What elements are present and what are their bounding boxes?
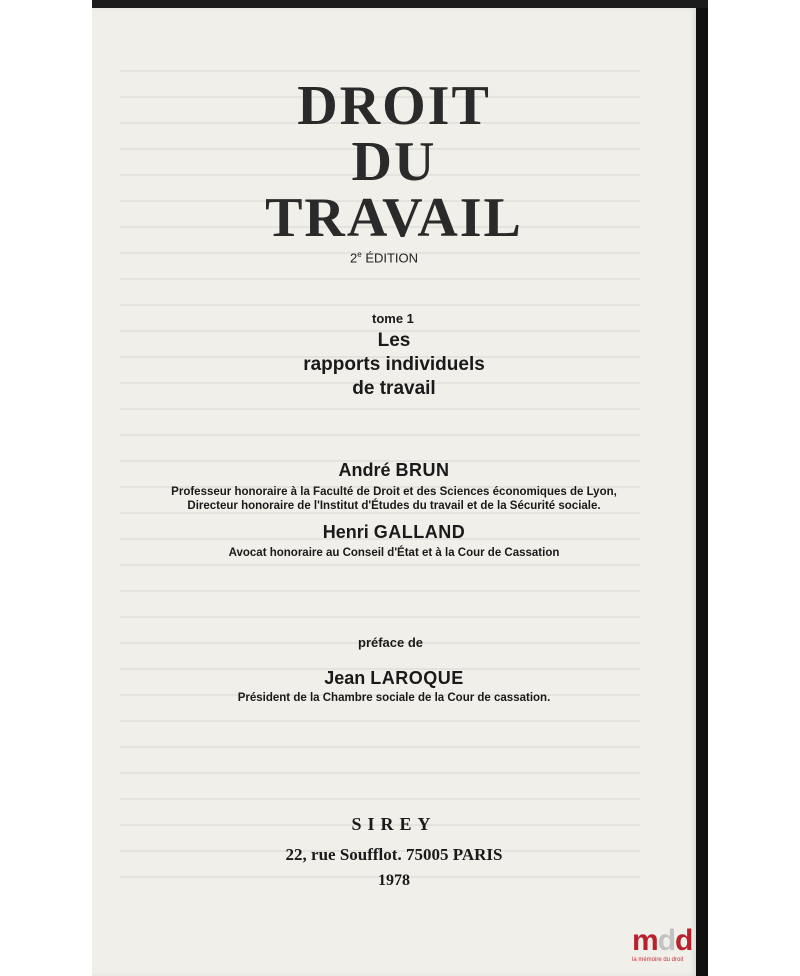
logo-mark: mdd xyxy=(632,924,693,957)
scan-right-edge xyxy=(696,8,708,976)
author-2-affiliation: Avocat honoraire au Conseil d'État et à la Cour de Cassation xyxy=(228,547,560,559)
author-2-first: Henri xyxy=(322,522,369,542)
subtitle-line-2: rapports individuels xyxy=(303,354,485,375)
author-1-affiliation-2: Directeur honoraire de l'Institut d'Études du travail et de la Sécurité sociale. xyxy=(187,500,601,512)
logo-tagline: la mémoire du droit xyxy=(632,957,684,963)
preface-label: préface de xyxy=(358,635,424,650)
subtitle-line-3: de travail xyxy=(352,378,436,399)
publisher-address: 22, rue Soufflot. 75005 PARIS xyxy=(285,845,503,864)
edition-suffix: e xyxy=(357,250,362,259)
title-line-2: DU xyxy=(351,131,437,193)
author-1-first: André xyxy=(338,460,391,480)
publication-year: 1978 xyxy=(378,872,410,889)
scan-top-edge xyxy=(92,0,708,8)
author-2-last: GALLAND xyxy=(373,522,466,542)
tome-label: tome 1 xyxy=(372,311,414,326)
edition-number: 2 xyxy=(350,250,358,266)
edition-label xyxy=(350,250,418,265)
title-line-1: DROIT xyxy=(297,75,491,137)
watermark-logo xyxy=(632,926,706,970)
preface-author-first: Jean xyxy=(324,668,366,688)
author-2-name xyxy=(92,522,696,543)
author-1-last: BRUN xyxy=(395,460,450,480)
publisher-name: SIREY xyxy=(351,814,437,834)
subtitle-line-1: Les xyxy=(377,330,411,351)
title-line-3: TRAVAIL xyxy=(265,187,523,249)
author-1-affiliation-1: Professeur honoraire à la Faculté de Droit et des Sciences économiques de Lyon, xyxy=(171,486,617,498)
author-1-name xyxy=(92,460,696,481)
preface-author-last: LAROQUE xyxy=(370,668,464,688)
preface-author-affiliation: Président de la Chambre sociale de la Cour de cassation. xyxy=(237,692,551,704)
edition-word: ÉDITION xyxy=(365,250,419,266)
preface-author-name xyxy=(92,668,696,689)
